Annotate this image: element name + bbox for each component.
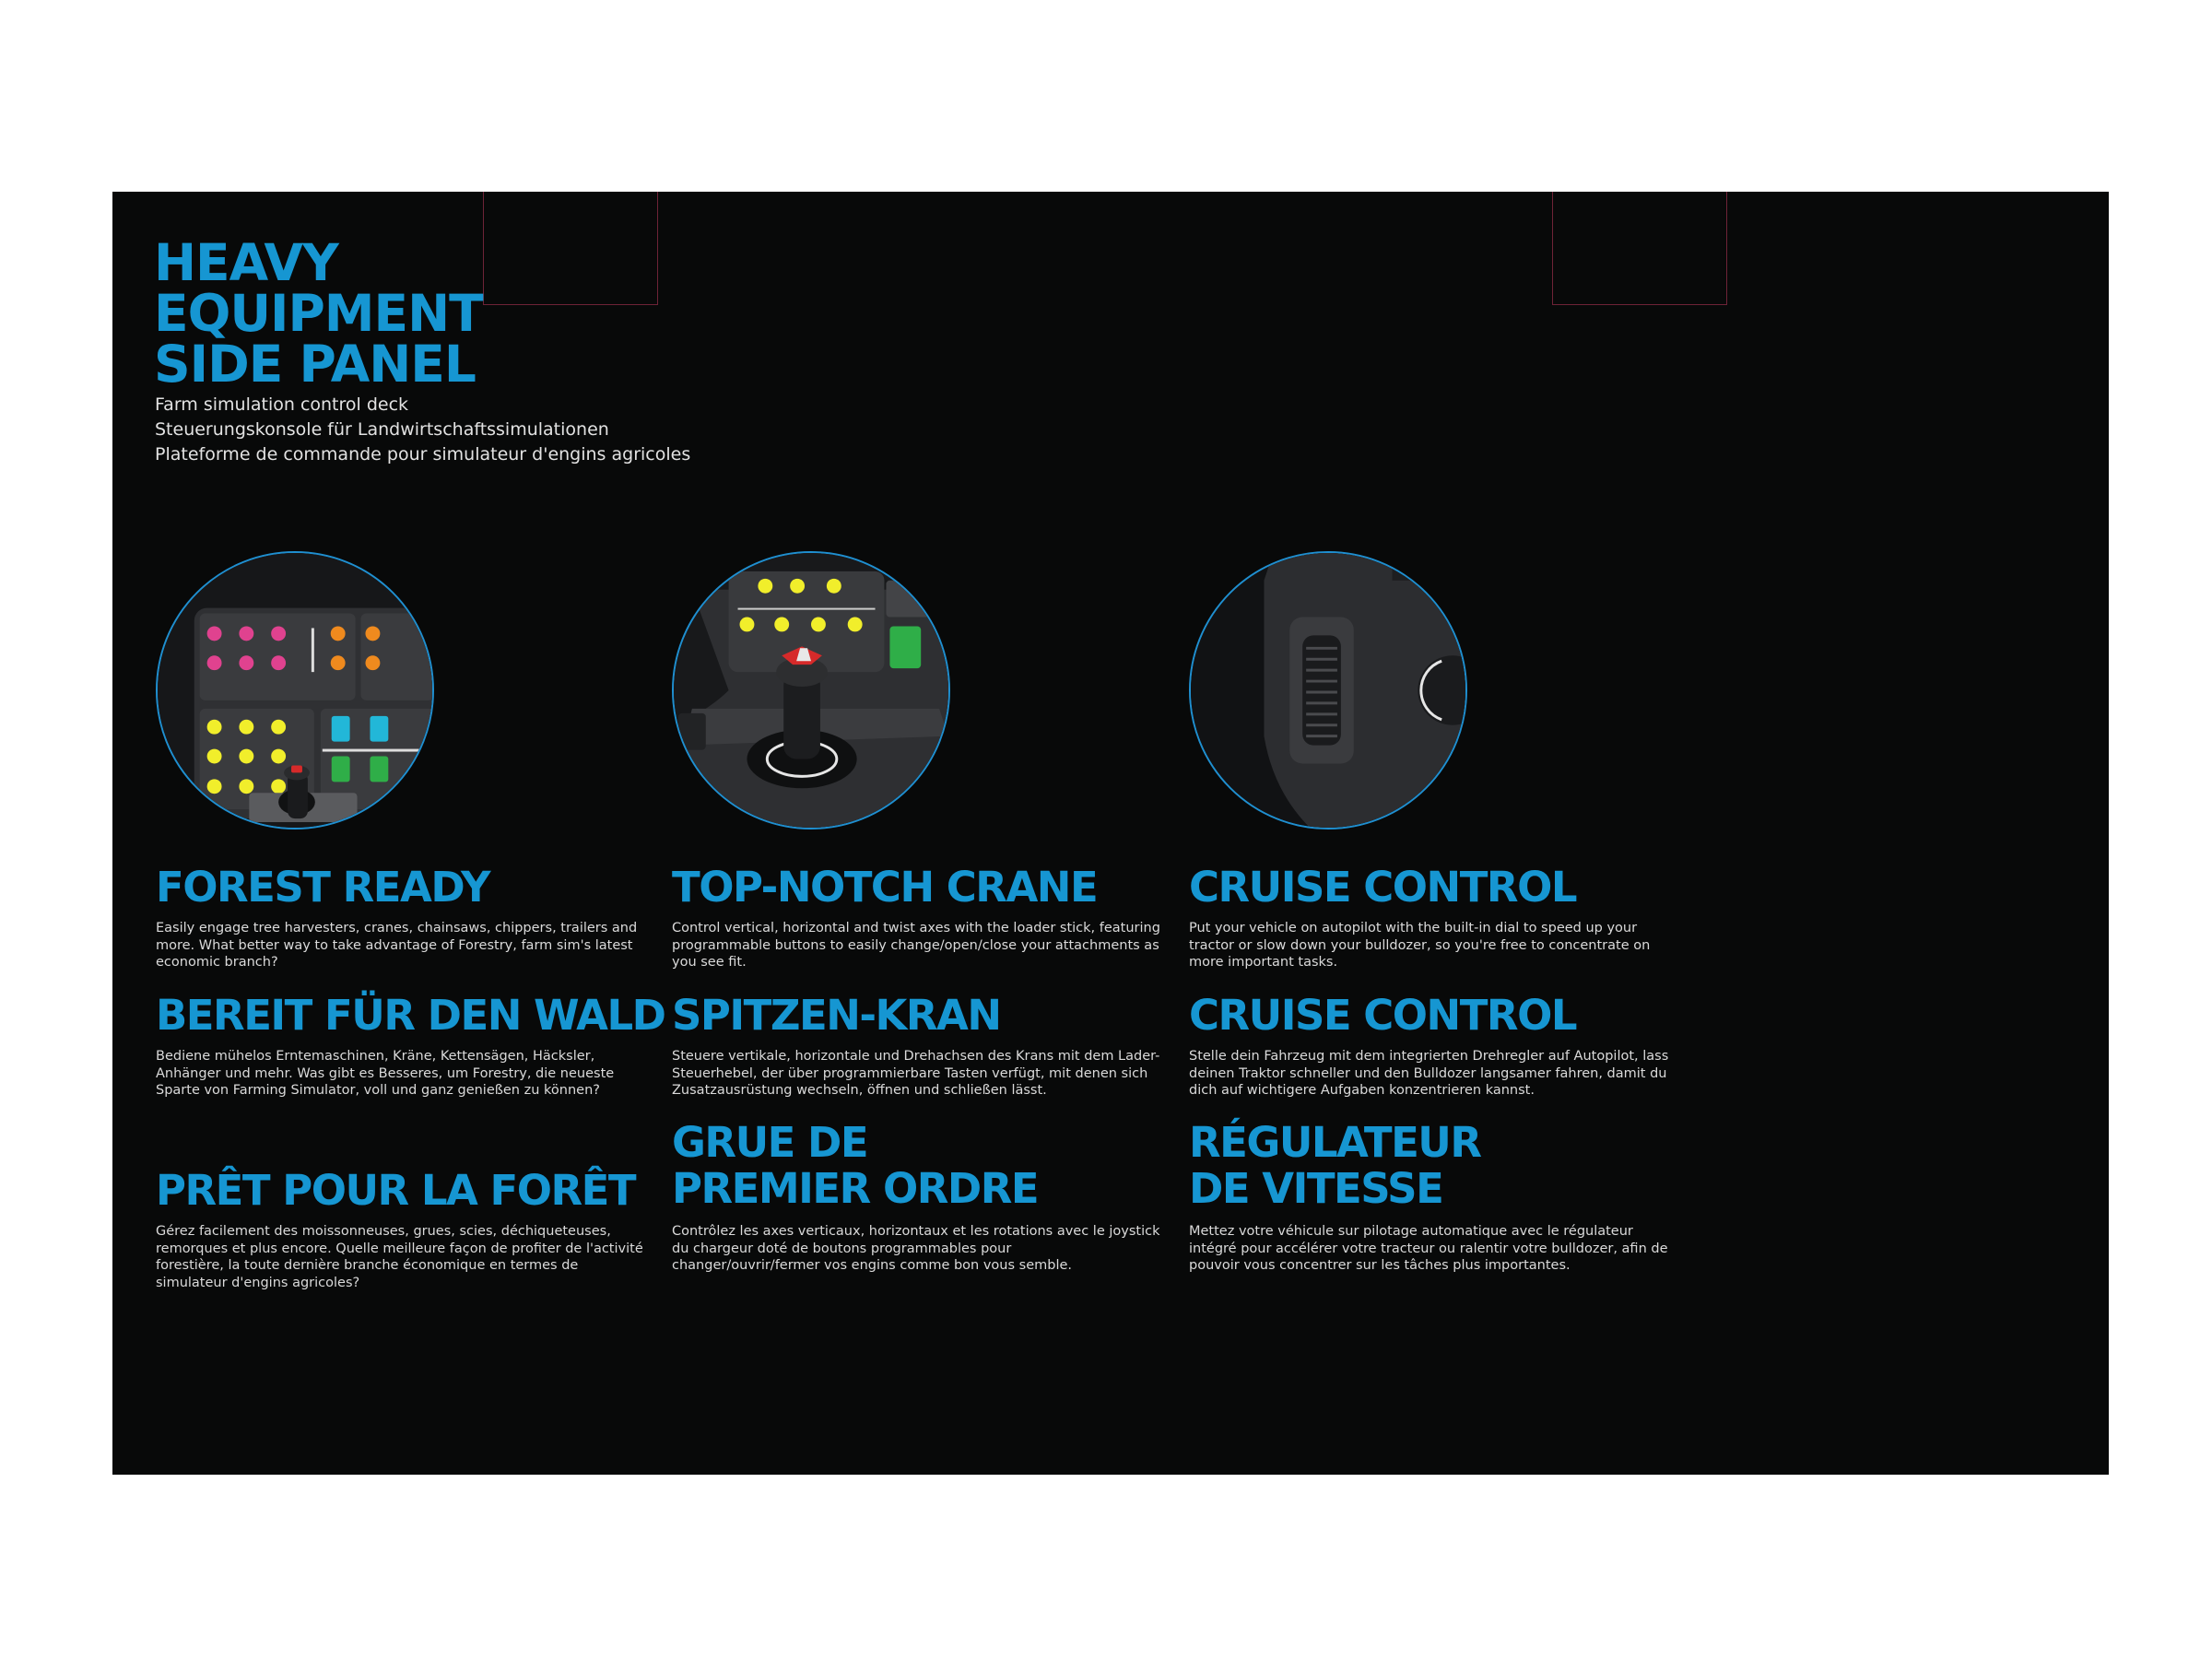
feature-heading-cruise-fr <box>1189 1120 1481 1212</box>
subtitle-de: Steuerungskonsole für Landwirtschaftssimulationen <box>155 419 609 440</box>
feature-heading-forest-en: FOREST READY <box>156 863 490 912</box>
title-line: EQUIPMENT <box>154 284 483 343</box>
cruise-dial-illustration <box>1191 553 1465 828</box>
joystick-closeup-icon <box>672 551 950 830</box>
product-subtitles <box>155 393 690 467</box>
feature-heading-cruise-de: CRUISE CONTROL <box>1189 991 1576 1040</box>
feature-heading-crane-de: SPITZEN-KRAN <box>672 991 1001 1040</box>
cruise-dial-closeup-icon <box>1189 551 1467 830</box>
heading-line: RÉGULATEUR <box>1189 1118 1481 1167</box>
product-title <box>154 233 483 394</box>
feature-text-cruise-en: Put your vehicle on autopilot with the built-in dial to speed up your tractor or slow down your bulldozer, so you're free to concentrate on more important tasks. <box>1189 921 1651 970</box>
heading-line: DE VITESSE <box>1189 1164 1443 1213</box>
feature-heading-forest-fr: PRÊT POUR LA FORÊT <box>156 1166 636 1215</box>
feature-text-crane-en: Control vertical, horizontal and twist axes with the loader stick, featuring programmable buttons to easily change/open/close your attachments as you see fit. <box>672 921 1160 970</box>
joystick-illustration <box>674 553 948 828</box>
feature-text-forest-fr: Gérez facilement des moissonneuses, grues, scies, déchiqueteuses, remorques et plus encore. Quelle meilleure façon de profiter de l'activité forestière, la toute dernière branche économique en termes de simulateur d'engins agricoles? <box>156 1224 643 1290</box>
feature-heading-crane-fr: GRUE DE PREMIER ORDRE <box>672 1118 1039 1213</box>
feature-text-crane-fr: Contrôlez les axes verticaux, horizontaux et les rotations avec le joystick du chargeur doté de boutons programmables pour changer/ouvrir/fermer vos engins comme bon vous semble. <box>672 1224 1160 1273</box>
crop-mark-right <box>1552 192 1727 305</box>
feature-text-crane-de: Steuere vertikale, horizontale und Drehachsen des Krans mit dem Lader-Steuerhebel, der über programmierbare Tasten verfügt, mit denen sich Zusatzausrüstung wechseln, öffnen und schließen lässt. <box>672 1049 1160 1098</box>
title-line: HEAVY <box>154 233 338 292</box>
feature-text-cruise-fr: Mettez votre véhicule sur pilotage automatique avec le régulateur intégré pour accélérer votre tracteur ou ralentir votre bulldozer, afin de pouvoir vous concentrer sur les tâches plus importantes. <box>1189 1224 1668 1273</box>
button-panel-illustration <box>158 553 432 828</box>
feature-text-forest-de: Bediene mühelos Erntemaschinen, Kräne, Kettensägen, Häcksler, Anhänger und mehr. Was gibt es Besseres, um Forestry, die neueste Sparte von Farming Simulator, voll und ganz genießen zu können? <box>156 1049 615 1098</box>
title-line: SIDE PANEL <box>154 335 476 394</box>
feature-text-cruise-de: Stelle dein Fahrzeug mit dem integrierten Drehregler auf Autopilot, lass deinen Traktor schneller und den Bulldozer langsamer fahren, damit du dich auf wichtigere Aufgaben konzentrieren kannst. <box>1189 1049 1669 1098</box>
button-panel-closeup-icon <box>156 551 434 830</box>
feature-heading-forest-de: BEREIT FÜR DEN WALD <box>156 991 665 1040</box>
subtitle-fr: Plateforme de commande pour simulateur d'engins agricoles <box>155 444 691 465</box>
feature-heading-crane-en: TOP-NOTCH CRANE <box>672 863 1098 912</box>
feature-text-forest-en: Easily engage tree harvesters, cranes, chainsaws, chippers, trailers and more. What better way to take advantage of Forestry, farm sim's latest economic branch? <box>156 921 638 970</box>
subtitle-en: Farm simulation control deck <box>155 394 409 415</box>
feature-heading-cruise-en: CRUISE CONTROL <box>1189 863 1576 912</box>
crop-mark-left <box>483 192 658 305</box>
